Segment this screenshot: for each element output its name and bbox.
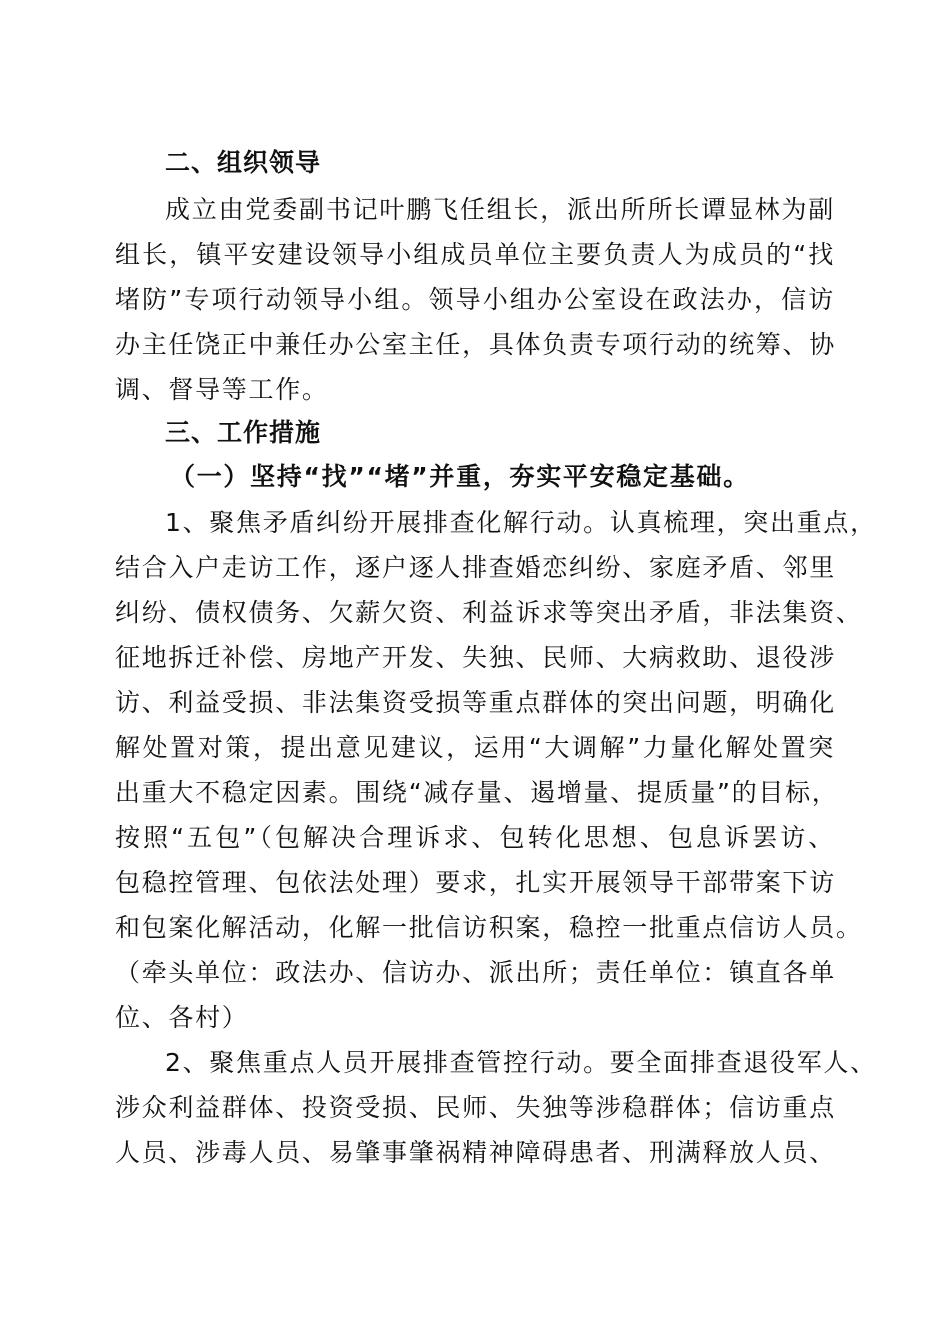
paragraph-line: 1、聚焦矛盾纠纷开展排查化解行动。认真梳理，突出重点， (165, 508, 877, 537)
paragraph-line: 访、利益受损、非法集资受损等重点群体的突出问题，明确化 (115, 688, 836, 717)
paragraph-line: 结合入户走访工作，逐户逐人排查婚恋纠纷、家庭矛盾、邻里 (115, 553, 836, 582)
subsection-heading: （一）坚持“找”“堵”并重，夯实平安稳定基础。 (170, 462, 750, 491)
paragraph-line: 成立由党委副书记叶鹏飞任组长，派出所所长谭显林为副 (165, 195, 835, 224)
paragraph-line: 人员、涉毒人员、易肇事肇祸精神障碍患者、刑满释放人员、 (115, 1138, 836, 1167)
paragraph-line: 征地拆迁补偿、房地产开发、失独、民师、大病救助、退役涉 (115, 643, 836, 672)
paragraph-line: 2、聚焦重点人员开展排查管控行动。要全面排查退役军人、 (165, 1048, 877, 1077)
section-heading-organization: 二、组织领导 (165, 148, 322, 177)
paragraph-line: 办主任饶正中兼任办公室主任，具体负责专项行动的统筹、协 (115, 330, 836, 359)
paragraph-line: 包稳控管理、包依法处理）要求，扎实开展领导干部带案下访 (115, 868, 836, 897)
section-heading-measures: 三、工作措施 (165, 418, 322, 447)
paragraph-line: 堵防”专项行动领导小组。领导小组办公室设在政法办，信访 (115, 285, 835, 314)
paragraph-line: 纠纷、债权债务、欠薪欠资、利益诉求等突出矛盾，非法集资、 (115, 598, 863, 627)
paragraph-line: 解处置对策，提出意见建议，运用“大调解”力量化解处置突 (115, 733, 835, 762)
paragraph-line: 和包案化解活动，化解一批信访积案，稳控一批重点信访人员。 (115, 913, 863, 942)
paragraph-line: 出重大不稳定因素。围绕“减存量、遏增量、提质量”的目标， (115, 778, 839, 807)
paragraph-line: 调、督导等工作。 (115, 375, 329, 404)
paragraph-line: 涉众利益群体、投资受损、民师、失独等涉稳群体；信访重点 (115, 1093, 836, 1122)
paragraph-line: 组长，镇平安建设领导小组成员单位主要负责人为成员的“找 (115, 240, 835, 269)
paragraph-line: 位、各村） (115, 1003, 249, 1032)
paragraph-line: （牵头单位：政法办、信访办、派出所；责任单位：镇直各单 (115, 958, 836, 987)
paragraph-line: 按照“五包”（包解决合理诉求、包转化思想、包息诉罢访、 (115, 823, 835, 852)
